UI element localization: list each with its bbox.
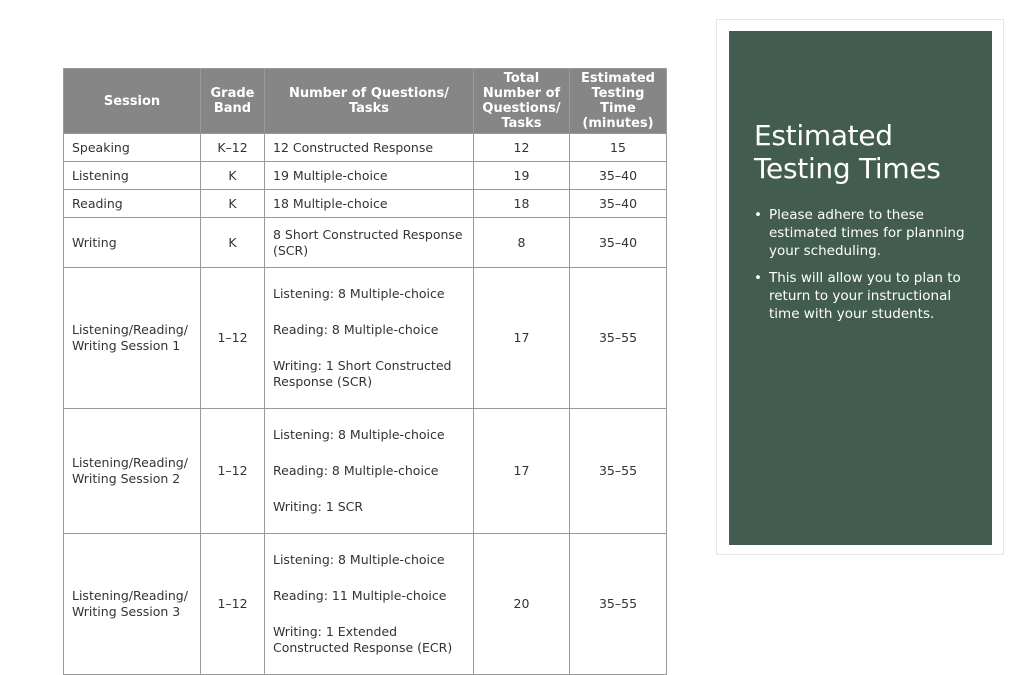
cell-questions bbox=[265, 134, 474, 162]
cell-time: 35–55 bbox=[570, 409, 667, 534]
cell-session: Reading bbox=[64, 190, 201, 218]
question-line: Reading: 11 Multiple-choice bbox=[273, 588, 447, 603]
cell-session: Speaking bbox=[64, 134, 201, 162]
table-row bbox=[64, 162, 667, 190]
question-line: Listening: 8 Multiple-choice bbox=[273, 286, 445, 301]
cell-session: Listening/Reading/ Writing Session 2 bbox=[64, 409, 201, 534]
header-session: Session bbox=[64, 69, 201, 134]
header-total: Total Number of Questions/ Tasks bbox=[474, 69, 570, 134]
cell-grade: 1–12 bbox=[201, 268, 265, 409]
cell-time: 35–40 bbox=[570, 190, 667, 218]
cell-time: 15 bbox=[570, 134, 667, 162]
table-row bbox=[64, 268, 667, 409]
cell-grade: K bbox=[201, 162, 265, 190]
question-line: 18 Multiple-choice bbox=[273, 195, 388, 211]
list-item bbox=[754, 206, 969, 260]
question-line: Writing: 1 Extended Constructed Response (ECR) bbox=[273, 624, 453, 655]
cell-questions bbox=[265, 218, 474, 268]
question-line: Listening: 8 Multiple-choice bbox=[273, 427, 445, 442]
bullet-text: Please adhere to these estimated times for planning your scheduling. bbox=[769, 207, 965, 259]
cell-time: 35–40 bbox=[570, 162, 667, 190]
cell-session: Listening/Reading/ Writing Session 1 bbox=[64, 268, 201, 409]
table-row bbox=[64, 190, 667, 218]
cell-questions bbox=[265, 409, 474, 534]
panel-title: Estimated Testing Times bbox=[754, 119, 941, 185]
cell-grade: K–12 bbox=[201, 134, 265, 162]
question-line: Listening: 8 Multiple-choice bbox=[273, 552, 445, 567]
cell-grade: K bbox=[201, 190, 265, 218]
cell-total: 8 bbox=[474, 218, 570, 268]
testing-times-table bbox=[63, 68, 667, 675]
cell-time: 35–55 bbox=[570, 534, 667, 675]
cell-total: 18 bbox=[474, 190, 570, 218]
cell-total: 12 bbox=[474, 134, 570, 162]
cell-time: 35–40 bbox=[570, 218, 667, 268]
bullet-text: This will allow you to plan to return to your instructional time with your students. bbox=[769, 270, 961, 322]
cell-questions bbox=[265, 534, 474, 675]
cell-time: 35–55 bbox=[570, 268, 667, 409]
bullet-icon: • bbox=[754, 270, 762, 286]
cell-questions bbox=[265, 190, 474, 218]
table-row bbox=[64, 218, 667, 268]
cell-questions bbox=[265, 162, 474, 190]
cell-total: 17 bbox=[474, 268, 570, 409]
question-line: Reading: 8 Multiple-choice bbox=[273, 463, 439, 478]
list-item bbox=[754, 269, 969, 323]
header-grade-band: Grade Band bbox=[201, 69, 265, 134]
cell-grade: 1–12 bbox=[201, 409, 265, 534]
question-line: 19 Multiple-choice bbox=[273, 167, 388, 183]
question-line: 8 Short Constructed Response (SCR) bbox=[273, 226, 463, 258]
question-line: 12 Constructed Response bbox=[273, 139, 434, 155]
question-line: Writing: 1 SCR bbox=[273, 499, 364, 514]
table-header-row bbox=[64, 69, 667, 134]
table-row bbox=[64, 409, 667, 534]
cell-session: Listening bbox=[64, 162, 201, 190]
header-time: Estimated Testing Time (minutes) bbox=[570, 69, 667, 134]
question-line: Writing: 1 Short Constructed Response (SCR) bbox=[273, 358, 452, 389]
bullet-icon: • bbox=[754, 207, 762, 223]
cell-grade: K bbox=[201, 218, 265, 268]
cell-total: 20 bbox=[474, 534, 570, 675]
bullet-list bbox=[754, 206, 969, 332]
table-row bbox=[64, 134, 667, 162]
question-line: Reading: 8 Multiple-choice bbox=[273, 322, 439, 337]
cell-session: Writing bbox=[64, 218, 201, 268]
cell-questions bbox=[265, 268, 474, 409]
cell-grade: 1–12 bbox=[201, 534, 265, 675]
table-row bbox=[64, 534, 667, 675]
cell-total: 17 bbox=[474, 409, 570, 534]
testing-times-table-image bbox=[63, 68, 666, 655]
cell-total: 19 bbox=[474, 162, 570, 190]
header-questions: Number of Questions/ Tasks bbox=[265, 69, 474, 134]
info-panel bbox=[729, 31, 992, 545]
cell-session: Listening/Reading/ Writing Session 3 bbox=[64, 534, 201, 675]
